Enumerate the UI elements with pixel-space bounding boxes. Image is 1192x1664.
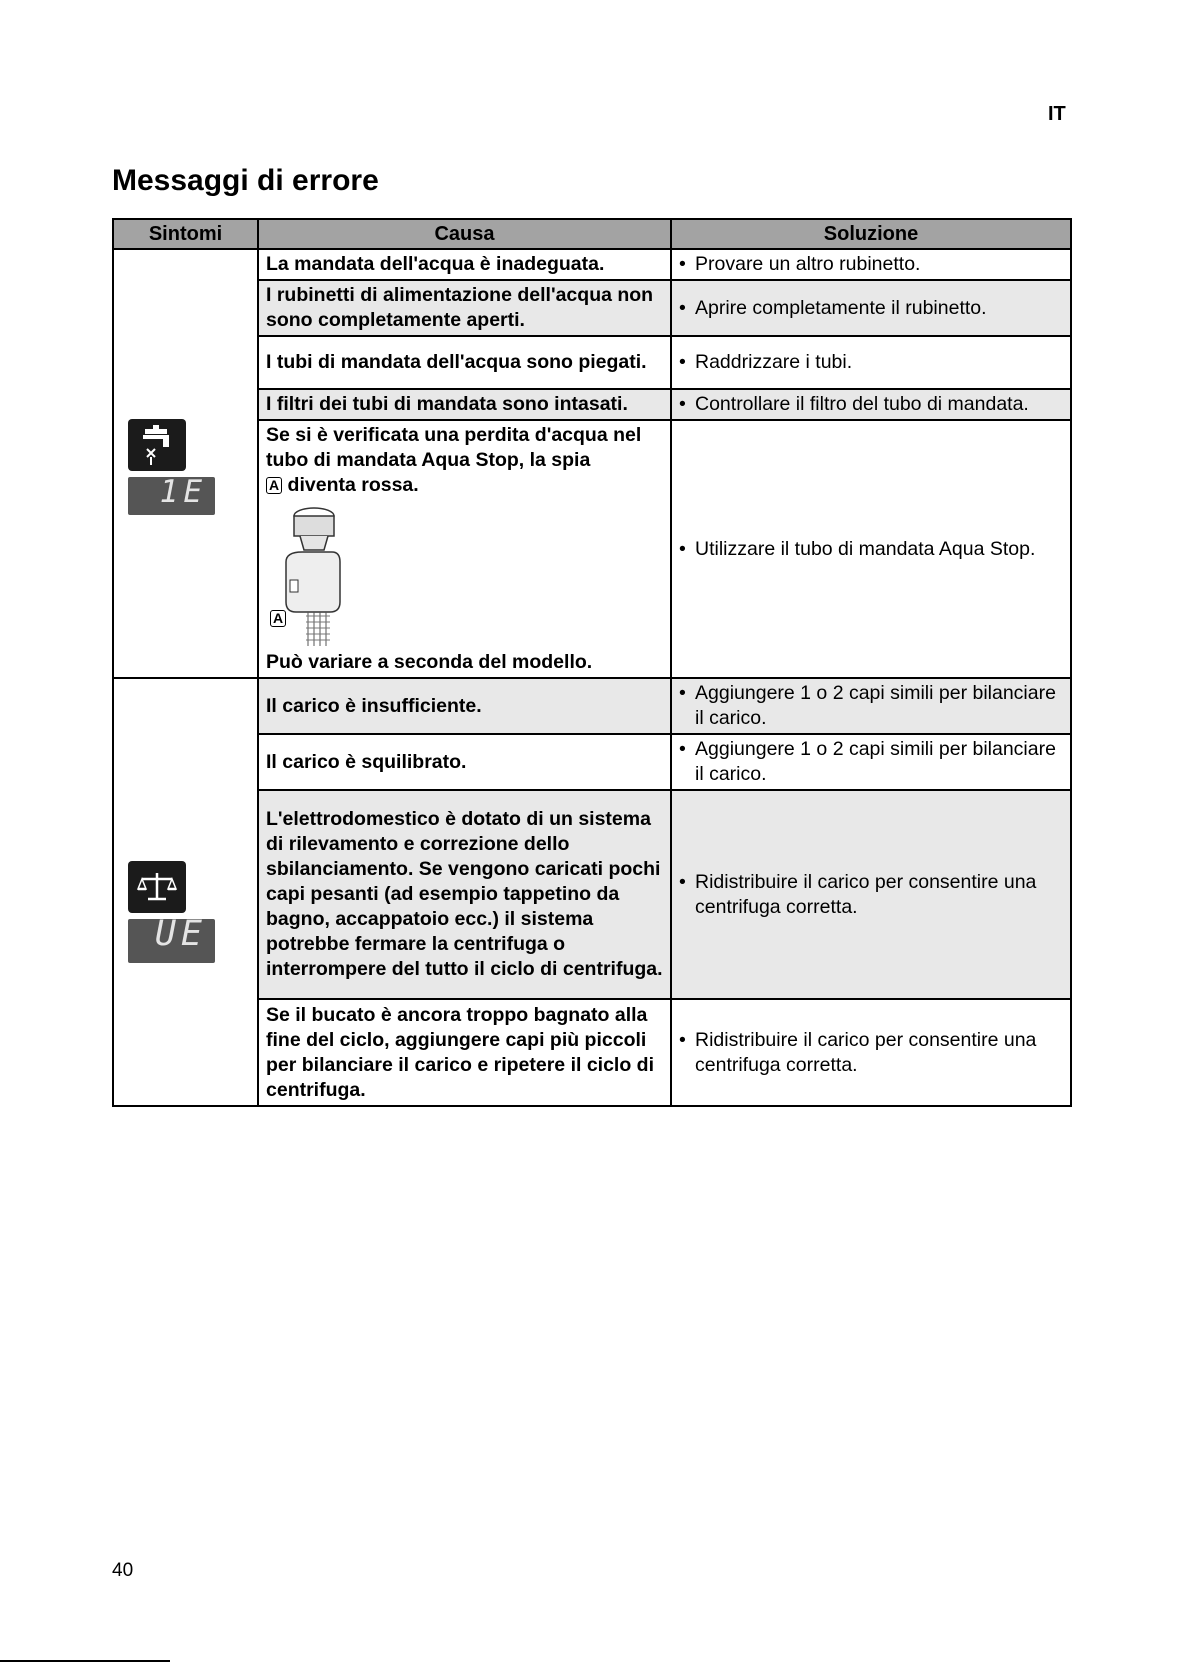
solution-text: Aprire completamente il rubinetto. <box>695 296 987 319</box>
cause-cell: Il carico è squilibrato. <box>258 734 671 790</box>
cause-cell: I tubi di mandata dell'acqua sono piegati. <box>258 336 671 389</box>
solution-text: Aggiungere 1 o 2 capi simili per bilanciare il carico. <box>695 682 1056 729</box>
cause-cell: La mandata dell'acqua è inadeguata. <box>258 249 671 280</box>
solution-cell: • Provare un altro rubinetto. <box>671 249 1071 280</box>
solution-text: Raddrizzare i tubi. <box>695 351 853 373</box>
error-code-display: UE <box>128 919 215 963</box>
error-messages-table <box>112 218 1072 1107</box>
figure-label-a: A <box>270 610 286 627</box>
solution-text: Aggiungere 1 o 2 capi simili per bilanciare il carico. <box>695 738 1056 785</box>
solution-text: Controllare il filtro del tubo di mandata. <box>695 393 1029 415</box>
symptom-cell-water <box>113 249 258 678</box>
header-cause: Causa <box>258 219 671 249</box>
solution-text: Ridistribuire il carico per consentire una centrifuga corretta. <box>695 870 1037 918</box>
solution-text: Ridistribuire il carico per consentire una centrifuga corretta. <box>695 1028 1037 1076</box>
solution-cell: • Aggiungere 1 o 2 capi simili per bilanciare il carico. <box>671 734 1071 790</box>
error-code-display: 1E <box>128 477 215 515</box>
marker-a-label: A <box>266 477 282 494</box>
solution-cell: • Utilizzare il tubo di mandata Aqua Stop. <box>671 420 1071 678</box>
cause-cell: Il carico è insufficiente. <box>258 678 671 734</box>
cause-text-end: diventa rossa. <box>287 474 419 496</box>
language-tag: IT <box>1048 103 1066 125</box>
cause-cell-aqua-stop <box>258 420 671 678</box>
table-row <box>113 249 1071 280</box>
cause-cell: L'elettrodomestico è dotato di un sistema di rilevamento e correzione dello sbilanciamento. Se vengono caricati pochi capi pesanti (ad esempio tappetino da bagno, accappatoio ecc.) il sistema potrebbe fermare la centrifuga o interrompere del tutto il ciclo di centrifuga. <box>258 790 671 999</box>
table-row <box>113 678 1071 734</box>
footer-divider <box>0 1660 170 1662</box>
cause-cell: Se il bucato è ancora troppo bagnato alla fine del ciclo, aggiungere capi più piccoli per bilanciare il carico e ripetere il ciclo di centrifuga. <box>258 999 671 1106</box>
cause-text: Se si è verificata una perdita d'acqua nel tubo di mandata Aqua Stop, la spia <box>266 424 642 471</box>
page-number: 40 <box>112 1560 134 1581</box>
cause-cell: I rubinetti di alimentazione dell'acqua non sono completamente aperti. <box>258 280 671 336</box>
table-header-row <box>113 219 1071 249</box>
water-tap-icon <box>128 419 186 471</box>
page-title: Messaggi di errore <box>112 164 379 197</box>
solution-cell: • Ridistribuire il carico per consentire una centrifuga corretta. <box>671 790 1071 999</box>
solution-cell: • Controllare il filtro del tubo di mandata. <box>671 389 1071 420</box>
symptom-cell-unbalance <box>113 678 258 1106</box>
header-solution: Soluzione <box>671 219 1071 249</box>
solution-cell: • Aggiungere 1 o 2 capi simili per bilanciare il carico. <box>671 678 1071 734</box>
balance-scale-icon <box>128 861 186 913</box>
cause-cell: I filtri dei tubi di mandata sono intasati. <box>258 389 671 420</box>
solution-text: Utilizzare il tubo di mandata Aqua Stop. <box>695 537 1036 560</box>
aqua-stop-hose-illustration <box>270 506 390 646</box>
header-symptoms: Sintomi <box>113 219 258 249</box>
model-note: Può variare a seconda del modello. <box>266 651 593 673</box>
solution-cell: • Raddrizzare i tubi. <box>671 336 1071 389</box>
solution-cell: • Ridistribuire il carico per consentire una centrifuga corretta. <box>671 999 1071 1106</box>
solution-cell: • Aprire completamente il rubinetto. <box>671 280 1071 336</box>
solution-text: Provare un altro rubinetto. <box>695 253 921 275</box>
